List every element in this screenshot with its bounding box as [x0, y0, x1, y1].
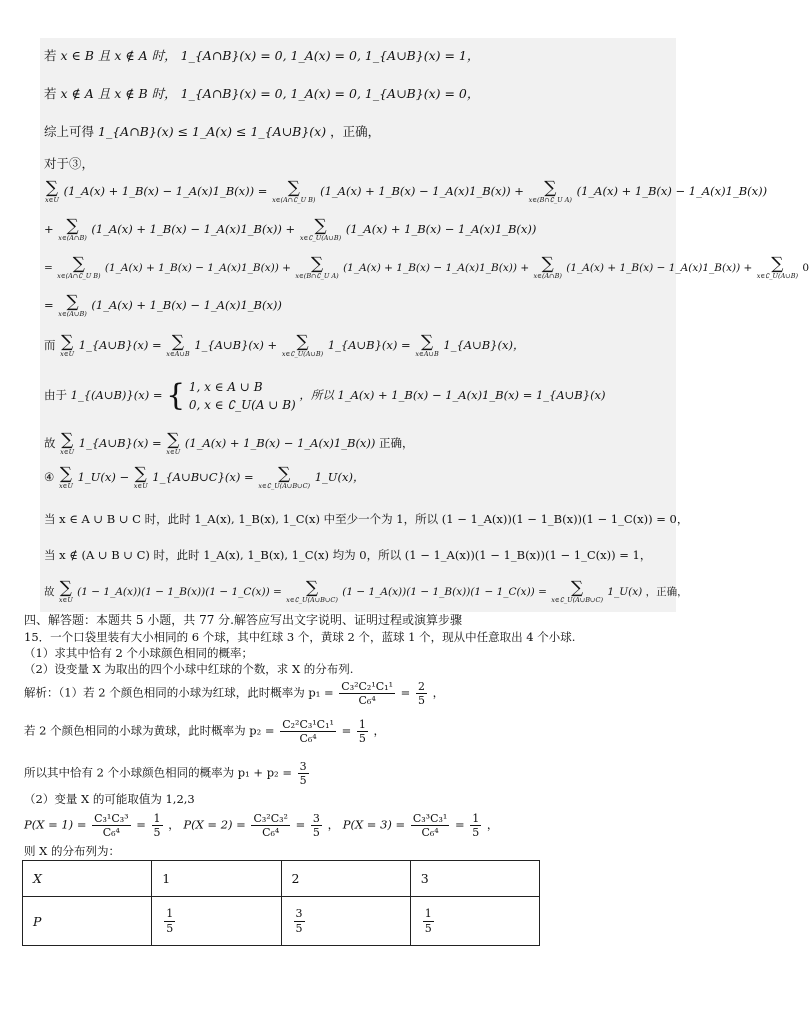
- numerator: 1: [424, 907, 432, 921]
- text: ，: [486, 817, 499, 832]
- sum-subscript: x∈(A∩B): [58, 234, 87, 242]
- table-cell: X: [23, 861, 152, 897]
- sum-subscript: x∈U: [133, 482, 148, 490]
- denominator: 5: [153, 826, 161, 840]
- math: 1_{A∩B}(x) ≤ 1_A(x) ≤ 1_{A∪B}(x): [98, 124, 327, 139]
- left-brace: {: [166, 378, 186, 413]
- sum-symbol: ∑ x∈(A∪B): [58, 292, 87, 318]
- text: ，: [327, 817, 340, 832]
- fraction: [411, 812, 449, 839]
- math: 1_{A∪B∪C}(x) =: [152, 469, 254, 484]
- math: 1_{(A∪B)}(x) =: [70, 388, 163, 402]
- sum-symbol: ∑ x∈U: [58, 578, 73, 604]
- text: 所以其中恰有 2 个小球颜色相同的概率为 p₁ + p₂ =: [24, 765, 292, 780]
- distribution-table: [22, 860, 540, 946]
- condition: x ∉ A 且 x ∉ B 时，: [60, 86, 177, 101]
- math: (1_A(x) + 1_B(x) − 1_A(x)1_B(x)) +: [343, 261, 530, 274]
- text: 综上可得: [44, 124, 95, 139]
- fraction: [423, 907, 434, 934]
- sum-subscript: x∈U: [58, 482, 73, 490]
- math: (1_A(x) + 1_B(x) − 1_A(x)1_B(x)) =: [63, 183, 268, 198]
- numerator: C₂²C₃¹C₁¹: [282, 718, 334, 731]
- math: (1 − 1_A(x))(1 − 1_B(x))(1 − 1_C(x)) =: [77, 585, 282, 598]
- solution-line-4: （2）变量 X 的可能取值为 1,2,3: [24, 792, 195, 806]
- section-heading: 四、解答题：本题共 5 小题，共 77 分.解答应写出文字说明、证明过程或演算步骤: [24, 613, 462, 627]
- sum-subscript: x∈(B∩∁_U A): [528, 196, 572, 204]
- sum-symbol: ∑ x∈U: [166, 430, 181, 456]
- fraction: [470, 812, 481, 839]
- sum-subscript: x∈∁_U(A∪B): [756, 272, 799, 280]
- sum-subscript: x∈(A∩B): [533, 272, 562, 280]
- denominator: 5: [295, 921, 303, 935]
- table-row: [23, 897, 540, 946]
- math: (1_A(x) + 1_B(x) − 1_A(x)1_B(x)) +: [104, 261, 291, 274]
- denominator: 5: [358, 732, 366, 746]
- sum-subscript: x∈∁_U(A∪B∪C): [551, 596, 603, 604]
- line-union-indicator-sum: [44, 334, 524, 358]
- numerator: 1: [153, 812, 161, 825]
- fraction: [251, 812, 289, 839]
- text: 正确，: [379, 435, 414, 450]
- line-piecewise-definition: [44, 378, 606, 414]
- line-conclusion-4: [44, 580, 688, 604]
- text: ，: [432, 685, 445, 700]
- fraction: [357, 718, 368, 745]
- condition: x ∈ B 且 x ∉ A 时，: [60, 48, 177, 63]
- denominator: 5: [417, 694, 425, 708]
- table-cell: P: [23, 897, 152, 946]
- fraction: [152, 812, 163, 839]
- sum-symbol: ∑ x∈∁_U(A∪B∪C): [551, 578, 603, 604]
- math: 0: [802, 261, 809, 274]
- table-cell: 1: [152, 861, 281, 897]
- math: (1_A(x) + 1_B(x) − 1_A(x)1_B(x)): [91, 297, 282, 312]
- sum-subscript: x∈(A∩∁_U B): [57, 272, 101, 280]
- sum-subscript: x∈(A∩∁_U B): [272, 196, 316, 204]
- numerator: 3: [295, 907, 303, 921]
- fraction: [92, 812, 130, 839]
- math: 1_{A∪B}(x) =: [78, 435, 162, 450]
- fraction: [298, 760, 309, 787]
- numerator: C₃²C₃²: [253, 812, 288, 825]
- sum-symbol: ∑ x∈U: [58, 464, 73, 490]
- table-cell: 2: [281, 861, 410, 897]
- math: (1_A(x) + 1_B(x) − 1_A(x)1_B(x)): [184, 435, 376, 450]
- sum-symbol: ∑ x∈(A∩∁_U B): [57, 254, 101, 280]
- line-case-not-in-ABC: 当 x ∉ (A ∪ B ∪ C) 时，此时 1_A(x), 1_B(x), 1_C(x) 均为 0，所以 (1 − 1_A(x))(1 − 1_B(x))(1 − 1_C(x)) = 1，: [44, 548, 652, 562]
- text: 故: [44, 585, 55, 598]
- sum-subscript: x∈U: [60, 350, 75, 358]
- math: P(X = 2) =: [183, 817, 246, 832]
- sum-symbol: ∑ x∈(B∩∁_U A): [528, 178, 572, 204]
- line-sum-expansion-1: [44, 180, 767, 204]
- sum-symbol: ∑ x∈A∪B: [166, 332, 190, 358]
- solution-line-1: [24, 680, 444, 707]
- math: 1_U(x)，: [314, 469, 365, 484]
- line-conclusion-2: [44, 126, 380, 139]
- math: (1 − 1_A(x))(1 − 1_B(x))(1 − 1_C(x)) =: [342, 585, 547, 598]
- math: 1_U(x) −: [77, 469, 130, 484]
- text: 而: [44, 337, 56, 352]
- text: 故: [44, 435, 56, 450]
- denominator: C₆⁴: [102, 826, 120, 840]
- line-sum-expansion-3: [44, 256, 809, 280]
- math: ，所以 1_A(x) + 1_B(x) − 1_A(x)1_B(x) = 1_{A∪B}(x): [299, 388, 606, 402]
- sum-subscript: x∈U: [45, 196, 59, 204]
- numerator: C₃¹C₃³: [94, 812, 129, 825]
- piecewise-cases: [189, 378, 296, 414]
- question-part-2: （2）设变量 X 为取出的四个小球中红球的个数，求 X 的分布列.: [24, 662, 354, 676]
- sum-symbol: ∑ x∈U: [45, 178, 59, 204]
- table-row: [23, 861, 540, 897]
- text: ，: [373, 723, 386, 738]
- table-cell: 3: [410, 861, 539, 897]
- line-case-x-not-in-A-B: [44, 88, 479, 101]
- fraction: [280, 718, 336, 745]
- question-stem: 15．一个口袋里装有大小相同的 6 个球，其中红球 3 个，黄球 2 个，蓝球 1 个，现从中任意取出 4 个小球.: [24, 630, 576, 644]
- math: 1_{A∪B}(x)，: [443, 337, 525, 352]
- math: (1_A(x) + 1_B(x) − 1_A(x)1_B(x)) +: [320, 183, 524, 198]
- sum-symbol: ∑ x∈(A∩∁_U B): [272, 178, 316, 204]
- numerator: 1: [472, 812, 480, 825]
- table-cell: [410, 897, 539, 946]
- sum-symbol: ∑ x∈A∪B: [415, 332, 439, 358]
- sum-subscript: x∈U: [58, 596, 73, 604]
- math: (1_A(x) + 1_B(x) − 1_A(x)1_B(x)) +: [566, 261, 753, 274]
- sum-symbol: ∑ x∈∁_U(A∪B∪C): [286, 578, 338, 604]
- sum-subscript: x∈(B∩∁_U A): [295, 272, 339, 280]
- text: 若: [44, 86, 57, 101]
- math: (1_A(x) + 1_B(x) − 1_A(x)1_B(x)) +: [91, 221, 296, 236]
- sum-subscript: x∈∁_U(A∪B∪C): [258, 482, 311, 490]
- sum-subscript: x∈(A∪B): [58, 310, 87, 318]
- sum-symbol: ∑ x∈∁_U(A∪B): [281, 332, 324, 358]
- denominator: C₆⁴: [262, 826, 280, 840]
- math: P(X = 1) =: [24, 817, 87, 832]
- math: 1_{A∩B}(x) = 0, 1_A(x) = 0, 1_{A∪B}(x) = 1，: [180, 48, 480, 63]
- denominator: 5: [166, 921, 174, 935]
- numerator: 2: [417, 680, 425, 693]
- probabilities-line: [24, 812, 498, 839]
- text: ，: [168, 817, 180, 832]
- sum-symbol: ∑ x∈(A∩B): [58, 216, 87, 242]
- operator: =: [454, 817, 465, 832]
- math: P(X = 3) =: [342, 817, 406, 832]
- line-sum-expansion-2: [44, 218, 536, 242]
- numerator: 3: [299, 760, 307, 773]
- sum-symbol: ∑ x∈∁_U(A∪B): [299, 216, 342, 242]
- line-sum-result: [44, 294, 282, 318]
- text: ④: [44, 469, 55, 484]
- numerator: 1: [358, 718, 366, 731]
- sum-symbol: ∑ x∈U: [133, 464, 148, 490]
- math: (1_A(x) + 1_B(x) − 1_A(x)1_B(x)): [345, 221, 537, 236]
- denominator: C₆⁴: [299, 732, 317, 746]
- denominator: 5: [299, 774, 307, 788]
- sum-symbol: ∑ x∈∁_U(A∪B∪C): [258, 464, 311, 490]
- operator: =: [400, 685, 411, 700]
- math: (1_A(x) + 1_B(x) − 1_A(x)1_B(x)): [576, 183, 768, 198]
- math: 1_{A∩B}(x) = 0, 1_A(x) = 0, 1_{A∪B}(x) = 0，: [180, 86, 480, 101]
- numerator: 3: [312, 812, 320, 825]
- case: 0, x ∈ ∁_U(A ∪ B): [188, 398, 296, 412]
- text: ，正确，: [330, 124, 381, 139]
- sum-symbol: ∑ x∈∁_U(A∪B): [756, 254, 799, 280]
- line-case-in-ABC: 当 x ∈ A ∪ B ∪ C 时，此时 1_A(x), 1_B(x), 1_C(x) 中至少一个为 1，所以 (1 − 1_A(x))(1 − 1_B(x))(1 − 1_C(x)) = 0，: [44, 512, 689, 526]
- operator: =: [341, 723, 352, 738]
- numerator: 1: [166, 907, 174, 921]
- solution-line-3: [24, 760, 311, 787]
- denominator: C₆⁴: [421, 826, 439, 840]
- question-part-1: （1）求其中恰有 2 个小球颜色相同的概率；: [24, 646, 253, 660]
- math: 1_{A∪B}(x) =: [78, 337, 162, 352]
- fraction: [294, 907, 305, 934]
- text: 若: [44, 48, 57, 63]
- sum-symbol: ∑ x∈U: [60, 430, 75, 456]
- denominator: 5: [472, 826, 480, 840]
- distribution-intro: 则 X 的分布列为：: [24, 844, 120, 858]
- text: 解析：（1）若 2 个颜色相同的小球为红球，此时概率为 p₁ =: [24, 685, 334, 700]
- numerator: C₃²C₂¹C₁¹: [341, 680, 393, 693]
- fraction: [164, 907, 175, 934]
- math: 1_{A∪B}(x) +: [194, 337, 278, 352]
- numerator: C₃³C₃¹: [412, 812, 448, 825]
- sum-symbol: ∑ x∈(B∩∁_U A): [295, 254, 339, 280]
- operator: =: [295, 817, 306, 832]
- sum-subscript: x∈U: [166, 448, 181, 456]
- math: 1_{A∪B}(x) =: [327, 337, 411, 352]
- sum-subscript: x∈A∪B: [166, 350, 190, 358]
- table-cell: [281, 897, 410, 946]
- denominator: 5: [424, 921, 432, 935]
- fraction: [416, 680, 427, 707]
- text: ，正确，: [645, 585, 688, 598]
- operator: =: [44, 297, 54, 312]
- case: 1, x ∈ A ∪ B: [188, 380, 263, 394]
- line-for-item-3: 对于③，: [44, 156, 95, 171]
- math: 1_U(x): [607, 585, 643, 598]
- operator: =: [44, 261, 53, 274]
- line-case-x-in-B: [44, 50, 479, 63]
- sum-subscript: x∈A∪B: [415, 350, 439, 358]
- operator: =: [136, 817, 146, 832]
- sum-subscript: x∈U: [60, 448, 75, 456]
- denominator: C₆⁴: [358, 694, 376, 708]
- fraction: [311, 812, 322, 839]
- line-item-4: [44, 466, 364, 490]
- sum-subscript: x∈∁_U(A∪B): [281, 350, 324, 358]
- text: 若 2 个颜色相同的小球为黄球，此时概率为 p₂ =: [24, 723, 275, 738]
- sum-subscript: x∈∁_U(A∪B∪C): [286, 596, 338, 604]
- sum-symbol: ∑ x∈(A∩B): [533, 254, 562, 280]
- table-cell: [152, 897, 281, 946]
- text: 由于: [44, 388, 67, 402]
- solution-line-2: [24, 718, 385, 745]
- sum-symbol: ∑ x∈U: [60, 332, 75, 358]
- sum-subscript: x∈∁_U(A∪B): [299, 234, 342, 242]
- fraction: [339, 680, 395, 707]
- operator: +: [44, 221, 54, 236]
- line-conclusion-3: [44, 432, 414, 456]
- denominator: 5: [312, 826, 320, 840]
